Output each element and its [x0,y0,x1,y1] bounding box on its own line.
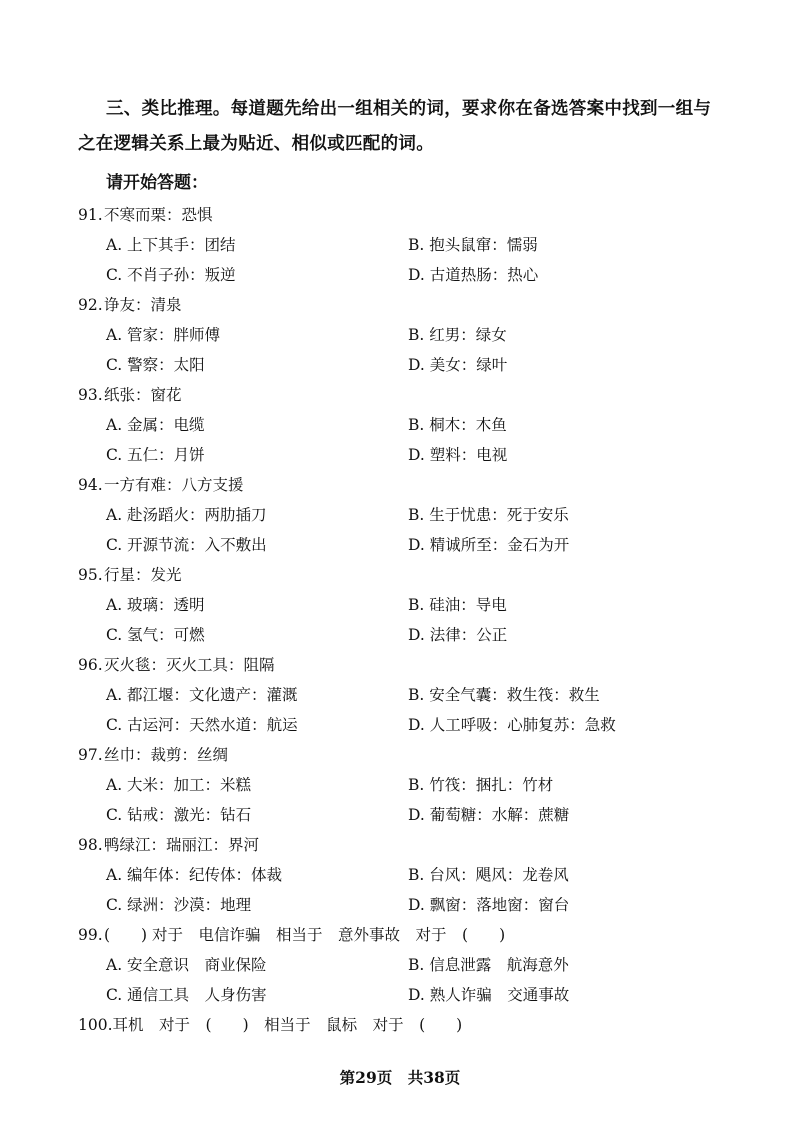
question-stem [78,380,758,410]
option-row [78,980,758,1010]
question-text: 纸张：窗花 [104,386,182,404]
option-row [78,350,758,380]
option-b[interactable]: B. 安全气囊：救生筏：救生 [408,686,600,704]
option-c[interactable]: C. 开源节流：入不敷出 [106,536,267,554]
question-number: 93. [78,386,103,404]
option-b[interactable]: B. 红男：绿女 [408,326,507,344]
option-row [78,620,758,650]
option-d[interactable]: D. 飘窗：落地窗：窗台 [408,896,570,914]
option-row [78,770,758,800]
question-93 [78,380,758,470]
option-d[interactable]: D. 美女：绿叶 [408,356,508,374]
question-text: 丝巾：裁剪：丝绸 [104,746,229,764]
option-row [78,950,758,980]
option-a[interactable]: A. 金属：电缆 [106,416,205,434]
option-a[interactable]: A. 赴汤蹈火：两肋插刀 [106,506,267,524]
option-c[interactable]: C. 氢气：可燃 [106,626,205,644]
option-a[interactable]: A. 都江堰：文化遗产：灌溉 [106,686,298,704]
option-d[interactable]: D. 熟人诈骗 交通事故 [408,986,570,1004]
option-row [78,680,758,710]
question-text: 诤友：清泉 [104,296,182,314]
option-row [78,890,758,920]
question-list [78,200,758,1040]
question-91 [78,200,758,290]
question-stem [78,1010,758,1040]
option-b[interactable]: B. 信息泄露 航海意外 [408,956,569,974]
question-stem [78,740,758,770]
option-a[interactable]: A. 玻璃：透明 [106,596,205,614]
option-row [78,230,758,260]
question-text: 鸭绿江：瑞丽江：界河 [104,836,260,854]
option-d[interactable]: D. 塑料：电视 [408,446,508,464]
question-94 [78,470,758,560]
question-number: 94. [78,476,103,494]
option-c[interactable]: C. 不肖子孙：叛逆 [106,266,236,284]
option-b[interactable]: B. 硅油：导电 [408,596,507,614]
option-c[interactable]: C. 五仁：月饼 [106,446,205,464]
question-stem [78,830,758,860]
question-number: 95. [78,566,103,584]
option-b[interactable]: B. 台风：飓风：龙卷风 [408,866,569,884]
question-number: 100. [78,1016,113,1034]
question-95 [78,560,758,650]
question-stem [78,920,758,950]
option-row [78,500,758,530]
question-text: 一方有难：八方支援 [104,476,244,494]
question-text: 灭火毯：灭火工具：阻隔 [104,656,275,674]
option-d[interactable]: D. 古道热肠：热心 [408,266,539,284]
option-c[interactable]: C. 通信工具 人身伤害 [106,986,267,1004]
question-stem [78,650,758,680]
question-text: ( ) 对于 电信诈骗 相当于 意外事故 对于 ( ) [104,926,506,944]
option-row [78,410,758,440]
question-text: 耳机 对于 ( ) 相当于 鼠标 对于 ( ) [112,1016,463,1034]
option-row [78,440,758,470]
option-row [78,590,758,620]
option-row [78,710,758,740]
question-92 [78,290,758,380]
question-number: 96. [78,656,103,674]
option-c[interactable]: C. 警察：太阳 [106,356,205,374]
question-number: 99. [78,926,103,944]
option-c[interactable]: C. 钻戒：激光：钻石 [106,806,252,824]
option-row [78,320,758,350]
option-d[interactable]: D. 人工呼吸：心肺复苏：急救 [408,716,616,734]
option-d[interactable]: D. 法律：公正 [408,626,508,644]
option-d[interactable]: D. 精诚所至：金石为开 [408,536,570,554]
question-stem [78,470,758,500]
question-100 [78,1010,758,1040]
question-stem [78,290,758,320]
question-number: 92. [78,296,103,314]
option-b[interactable]: B. 抱头鼠窜：懦弱 [408,236,538,254]
section-title: 三、类比推理。每道题先给出一组相关的词，要求你在备选答案中找到一组与之在逻辑关系上最为贴近、相似或匹配的词。 [78,99,712,154]
question-text: 不寒而栗：恐惧 [104,206,213,224]
question-98 [78,830,758,920]
option-a[interactable]: A. 大米：加工：米糕 [106,776,252,794]
option-a[interactable]: A. 上下其手：团结 [106,236,236,254]
question-text: 行星：发光 [104,566,182,584]
option-b[interactable]: B. 竹筏：捆扎：竹材 [408,776,554,794]
question-number: 98. [78,836,103,854]
option-a[interactable]: A. 编年体：纪传体：体裁 [106,866,283,884]
option-c[interactable]: C. 绿洲：沙漠：地理 [106,896,252,914]
option-row [78,800,758,830]
option-row [78,260,758,290]
question-number: 97. [78,746,103,764]
option-d[interactable]: D. 葡萄糖：水解：蔗糖 [408,806,570,824]
question-97 [78,740,758,830]
option-a[interactable]: A. 安全意识 商业保险 [106,956,267,974]
question-96 [78,650,758,740]
option-c[interactable]: C. 古运河：天然水道：航运 [106,716,298,734]
question-stem [78,200,758,230]
option-row [78,530,758,560]
option-a[interactable]: A. 管家：胖师傅 [106,326,221,344]
instruction: 请开始答题： [106,173,208,193]
question-99 [78,920,758,1010]
page-footer: 第29页 共38页 [339,1068,461,1087]
option-row [78,860,758,890]
option-b[interactable]: B. 桐木：木鱼 [408,416,507,434]
question-number: 91. [78,206,103,224]
option-b[interactable]: B. 生于忧患：死于安乐 [408,506,569,524]
question-stem [78,560,758,590]
